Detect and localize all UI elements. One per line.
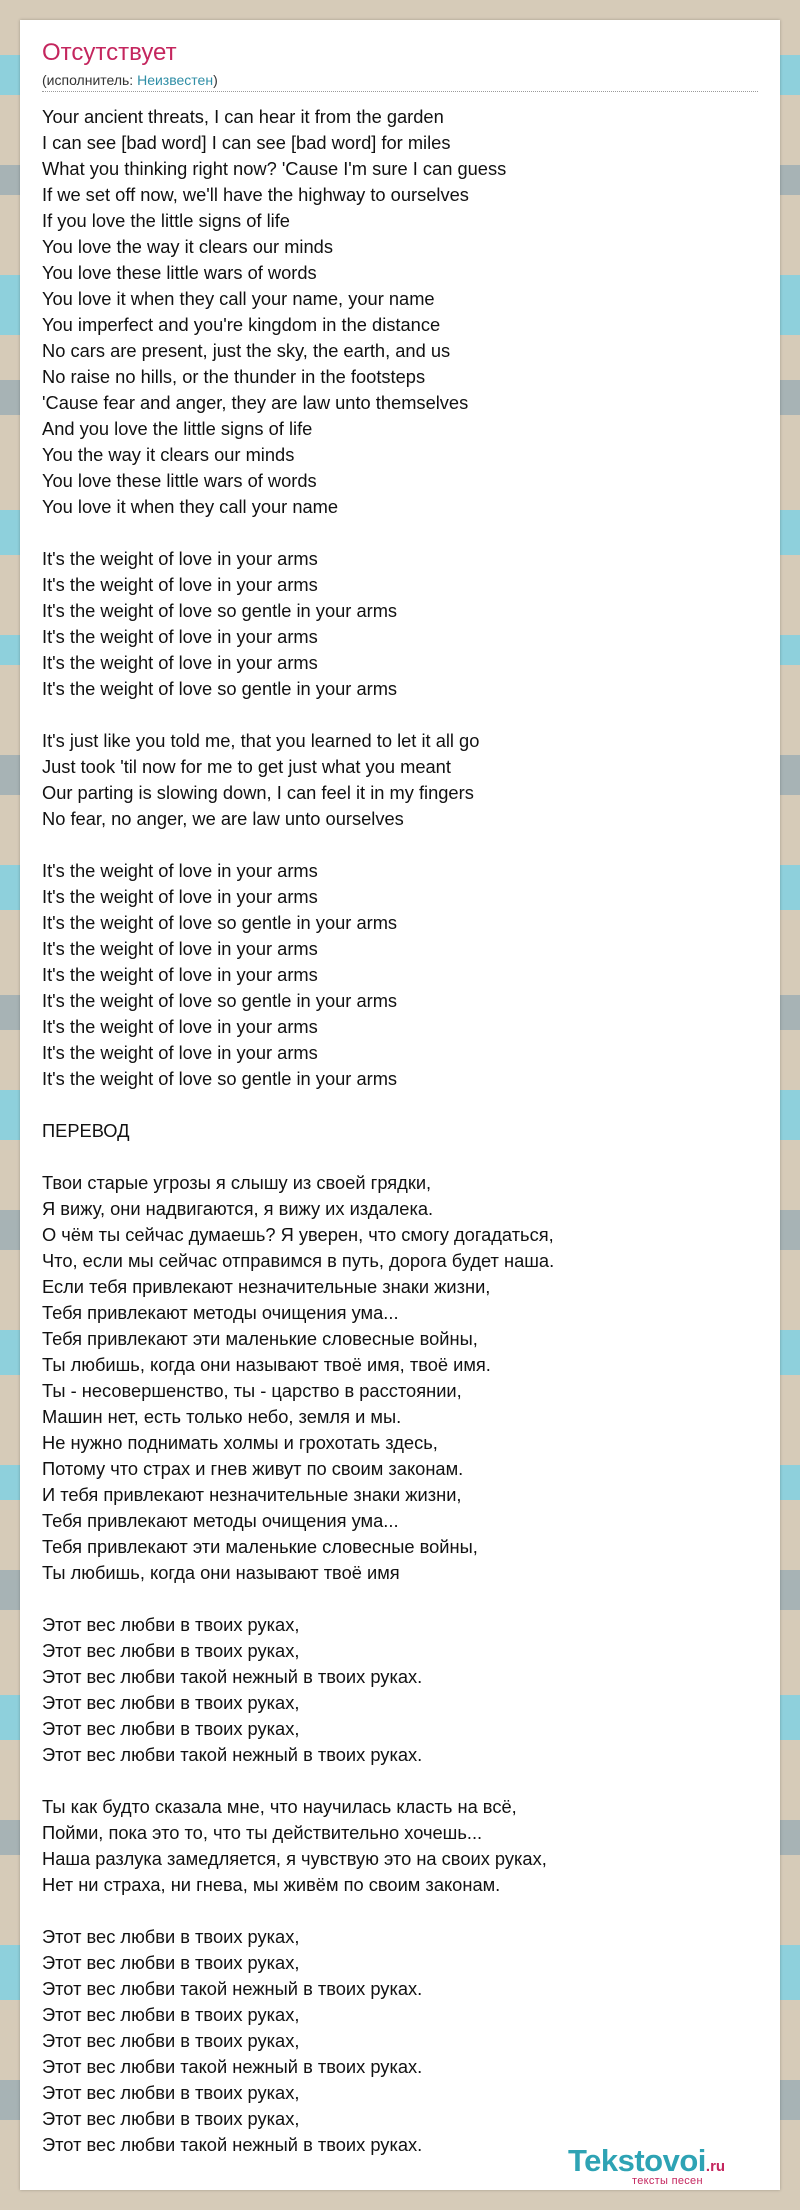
artist-suffix: ) <box>213 72 218 88</box>
logo-name: Tekstovoi <box>568 2143 706 2178</box>
lyrics-card <box>20 20 780 2190</box>
artist-line <box>42 71 218 89</box>
title-divider <box>42 91 758 92</box>
artist-prefix: (исполнитель: <box>42 72 138 88</box>
song-title: Отсутствует <box>42 39 177 66</box>
logo-tagline: тексты песен <box>632 2175 703 2187</box>
lyrics-text: Your ancient threats, I can hear it from the garden I can see [bad word] I can see [bad word] for miles What you thinking right now? 'Cause I'm sure I can guess If we set off now, we'll have the highway to ourselves If you love the little signs of life You love the way it clears our minds You love these little wars of words You love it when they call your name, your name You imperfect and you're kingdom in the distance No cars are present, just the sky, the earth, and us No raise no hills, or the thunder in the footsteps 'Cause fear and anger, they are law unto themselves And you love the little signs of life You the way it clears our minds You love these little wars of words You love it when they call your name It's the weight of love in your arms It's the weight of love in your arms It's the weight of love so gentle in your arms It's the weight of love in your arms It's the weight of love in your arms It's the weight of love so gentle in your arms It's just like you told me, that you learned to let it all go Just took 'til now for me to get just what you meant Our parting is slowing down, I can feel it in my fingers No fear, no anger, we are law unto ourselves It's the weight of love in your arms It's the weight of love in your arms It's the weight of love so gentle in your arms It's the weight of love in your arms It's the weight of love in your arms It's the weight of love so gentle in your arms It's the weight of love in your arms It's the weight of love in your arms It's the weight of love so gentle in your arms ПЕРЕВОД Твои старые угрозы я слышу из своей грядки, Я вижу, они надвигаются, я вижу их издалека. О чём ты сейчас думаешь? Я уверен, что смогу догадаться, Что, если мы сейчас отправимся в путь, дорога будет наша. Если тебя привлекают незначительные знаки жизни, Тебя привлекают методы очищения ума... Тебя привлекают эти маленькие словесные войны, Ты любишь, когда они называют твоё имя, твоё имя. Ты - несовершенство, ты - царство в расстоянии, Машин нет, есть только небо, земля и мы. Не нужно поднимать холмы и грохотать здесь, Потому что страх и гнев живут по своим законам. И тебя привлекают незначительные знаки жизни, Тебя привлекают методы очищения ума... Тебя привлекают эти маленькие словесные войны, Ты любишь, когда они называют твоё имя Этот вес любви в твоих руках, Этот вес любви в твоих руках, Этот вес любви такой нежный в твоих руках. Этот вес любви в твоих руках, Этот вес любви в твоих руках, Этот вес любви такой нежный в твоих руках. Ты как будто сказала мне, что научилась класть на всё, Пойми, пока это то, что ты действительно хочешь... Наша разлука замедляется, я чувствую это на своих руках, Нет ни страха, ни гнева, мы живём по своим законам. Этот вес любви в твоих руках, Этот вес любви в твоих руках, Этот вес любви такой нежный в твоих руках. Этот вес любви в твоих руках, Этот вес любви в твоих руках, Этот вес любви такой нежный в твоих руках. Этот вес любви в твоих руках, Этот вес любви в твоих руках, Этот вес любви такой нежный в твоих руках. <box>42 106 555 2155</box>
artist-link[interactable]: Неизвестен <box>137 72 214 88</box>
logo-domain: .ru <box>705 2158 726 2175</box>
site-logo[interactable] <box>568 2144 768 2187</box>
